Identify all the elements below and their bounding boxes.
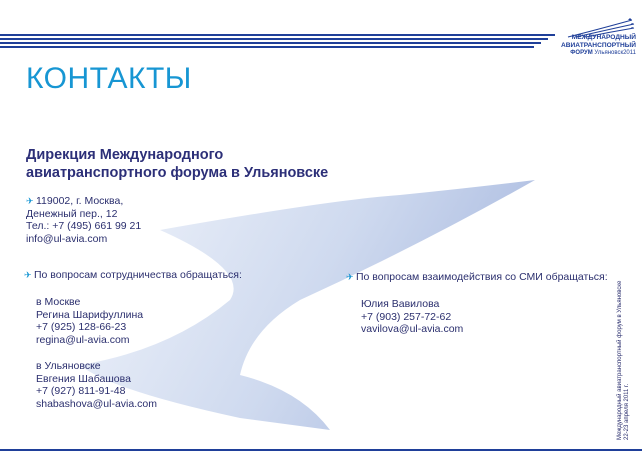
cooperation-heading-text: По вопросам сотрудничества обращаться: xyxy=(34,269,242,281)
email-link[interactable]: regina@ul-avia.com xyxy=(36,333,130,346)
page-title: КОНТАКТЫ xyxy=(26,62,192,95)
directorate-title-line1: Дирекция Международного xyxy=(26,147,224,163)
contact-name: Юлия Вавилова xyxy=(361,298,440,310)
media-contact xyxy=(361,298,463,336)
forum-logo xyxy=(548,18,640,62)
contact-phone: +7 (927) 811-91-48 xyxy=(36,385,126,398)
side-caption-line1: Международный авиатранспортный форум в Ульяновске xyxy=(617,280,623,440)
ulyanovsk-contact xyxy=(36,360,157,410)
contact-name: Регина Шарифуллина xyxy=(36,308,144,321)
logo-forum: ФОРУМ xyxy=(570,50,593,56)
contact-city: в Ульяновске xyxy=(36,360,101,372)
media-heading-text: По вопросам взаимодействия со СМИ обращаться: xyxy=(356,271,608,283)
logo-line3 xyxy=(570,50,636,56)
email-link[interactable]: vavilova@ul-avia.com xyxy=(361,323,464,336)
plane-icon: ✈ xyxy=(24,270,32,280)
side-caption-line2: 22-23 апреля 2011 г. xyxy=(624,383,630,440)
cooperation-heading xyxy=(24,269,242,281)
media-heading xyxy=(346,271,608,283)
contact-name: Евгения Шабашова xyxy=(36,372,131,385)
directorate-title-line2: авиатранспортного форума в Ульяновске xyxy=(26,165,329,181)
footer-rule xyxy=(0,449,642,451)
contact-city: в Москве xyxy=(36,296,81,308)
directorate-title xyxy=(26,146,328,182)
contact-phone: +7 (925) 128-66-23 xyxy=(36,321,127,334)
logo-line2: АВИАТРАНСПОРТНЫЙ xyxy=(561,42,636,49)
contact-phone: +7 (903) 257-72-62 xyxy=(361,310,452,323)
moscow-contact xyxy=(36,296,143,346)
directorate-address xyxy=(26,195,141,245)
address-line: Денежный пер., 12 xyxy=(26,207,118,220)
logo-line1: МЕЖДУНАРОДНЫЙ xyxy=(571,34,636,41)
email-link[interactable]: info@ul-avia.com xyxy=(26,232,108,245)
phone: Тел.: +7 (495) 661 99 21 xyxy=(26,220,142,232)
logo-city: Ульяновск2011 xyxy=(594,50,636,56)
email-link[interactable]: shabashova@ul-avia.com xyxy=(36,397,157,410)
plane-icon: ✈ xyxy=(26,196,34,206)
address-line: 119002, г. Москва, xyxy=(36,195,124,207)
side-caption xyxy=(617,270,631,440)
plane-icon: ✈ xyxy=(346,272,354,282)
header-stripes xyxy=(0,34,555,54)
